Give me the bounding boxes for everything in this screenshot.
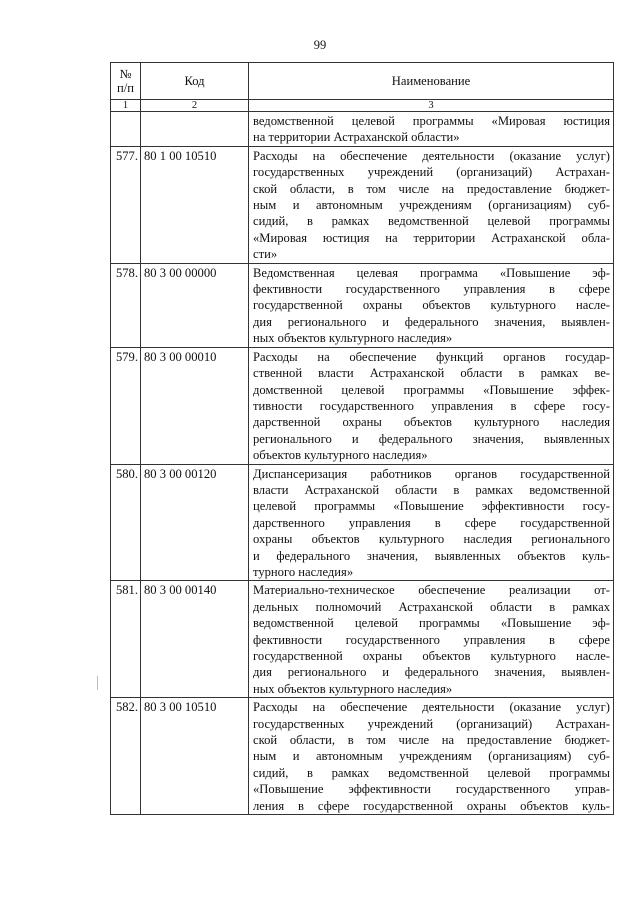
name-text-line: фективности государственного управления в сфере <box>253 632 610 647</box>
row-code <box>141 112 249 147</box>
table-row <box>111 263 614 347</box>
name-text-line: сти» <box>253 247 278 262</box>
row-number: 577. <box>111 146 141 263</box>
name-text-line: государственной охраны объектов культурного насле- <box>253 649 610 663</box>
index-col-3: 3 <box>249 100 614 112</box>
name-text-line: дарственного управления в сфере государственной <box>253 515 610 530</box>
row-number: 579. <box>111 347 141 464</box>
header-code <box>141 63 249 100</box>
header-num <box>111 63 141 100</box>
name-text-line: дия регионального и федерального значения, выявлен- <box>253 665 610 680</box>
name-text-line: фективности государственного управления в сфере <box>253 282 610 297</box>
table-row <box>111 146 614 263</box>
name-text-line: дия регионального и федерального значения, выявлен- <box>253 314 610 329</box>
name-text-line: ведомственной целевой программы «Повышение эф- <box>253 616 610 631</box>
name-text-line: целевой программы «Повышение эффективности госу- <box>253 499 610 514</box>
name-text-line: объектов культурного наследия» <box>253 448 428 463</box>
row-name <box>249 581 614 698</box>
row-name <box>249 263 614 347</box>
row-name <box>249 464 614 581</box>
header-name-label: Наименование <box>391 73 471 88</box>
row-code: 80 3 00 10510 <box>141 698 249 815</box>
name-text-line: Расходы на обеспечение функций органов государ- <box>253 349 610 364</box>
table-row <box>111 581 614 698</box>
name-text-line: и федерального значения, выявленных объектов куль- <box>253 548 610 563</box>
name-text-line: ления в сфере государственной охраны объектов куль- <box>253 798 610 813</box>
name-text-line: «Мировая юстиция на территории Астраханской обла- <box>253 230 610 245</box>
row-number <box>111 112 141 147</box>
row-code: 80 3 00 00120 <box>141 464 249 581</box>
name-text-line: государственных учреждений (организаций) Астрахан- <box>253 716 610 731</box>
name-text-line: ведомственной целевой программы «Мировая юстиция <box>253 114 610 128</box>
table-row <box>111 112 614 147</box>
margin-mark <box>97 676 98 690</box>
table-row <box>111 698 614 815</box>
name-text-line: дарственной охраны объектов культурного наследия <box>253 415 610 430</box>
name-text-line: государственной охраны объектов культурного насле- <box>253 298 610 313</box>
row-code: 80 3 00 00000 <box>141 263 249 347</box>
name-text-line: ным и автономным учреждениям (организациям) суб- <box>253 198 610 213</box>
name-text-line: сидий, в рамках ведомственной целевой программы <box>253 214 610 229</box>
header-name <box>249 63 614 100</box>
name-text-line: Материально-техническое обеспечение реализации от- <box>253 583 610 598</box>
name-text-line: ным и автономным учреждениям (организациям) суб- <box>253 749 610 764</box>
table-header-row <box>111 63 614 100</box>
row-number: 582. <box>111 698 141 815</box>
name-text-line: государственных учреждений (организаций) Астрахан- <box>253 165 610 180</box>
name-text-line: ской области, в том числе на предоставление бюджет- <box>253 181 610 196</box>
row-code: 80 3 00 00010 <box>141 347 249 464</box>
name-text-line: «Повышение эффективности государственного управ- <box>253 782 610 797</box>
budget-classification-table <box>110 62 614 815</box>
name-text-line: Диспансеризация работников органов государственной <box>253 466 610 481</box>
row-code: 80 3 00 00140 <box>141 581 249 698</box>
header-num-label: № п/п <box>117 66 134 95</box>
name-text-line: ственной власти Астраханской области в рамках ве- <box>253 366 610 381</box>
name-text-line: тивности государственного управления в сфере госу- <box>253 398 610 413</box>
name-text-line: Расходы на обеспечение деятельности (оказание услуг) <box>253 148 610 163</box>
row-name <box>249 347 614 464</box>
name-text-line: регионального и федерального значения, выявленных <box>253 431 610 446</box>
page-number: 99 <box>313 38 327 52</box>
name-text-line: Расходы на обеспечение деятельности (оказание услуг) <box>253 700 610 715</box>
row-number: 580. <box>111 464 141 581</box>
name-text-line: ской области, в том числе на предоставление бюджет- <box>253 733 610 748</box>
name-text-line: охраны объектов культурного наследия регионального <box>253 532 610 547</box>
table-index-row <box>111 100 614 112</box>
name-text-line: ных объектов культурного наследия» <box>253 331 453 346</box>
name-text-line: домственной целевой программы «Повышение эффек- <box>253 382 610 397</box>
name-text-line: власти Астраханской области в рамках ведомственной <box>253 482 610 497</box>
index-col-1: 1 <box>111 100 141 112</box>
table-row <box>111 464 614 581</box>
row-name <box>249 112 614 147</box>
row-number: 581. <box>111 581 141 698</box>
index-col-2: 2 <box>141 100 249 112</box>
name-text-line: дельных полномочий Астраханской области в рамках <box>253 599 610 614</box>
header-code-label: Код <box>184 73 205 88</box>
table-body <box>111 112 614 815</box>
row-number: 578. <box>111 263 141 347</box>
name-text-line: турного наследия» <box>253 564 354 579</box>
name-text-line: сидий, в рамках ведомственной целевой программы <box>253 765 610 780</box>
row-code: 80 1 00 10510 <box>141 146 249 263</box>
row-name <box>249 698 614 815</box>
row-name <box>249 146 614 263</box>
name-text-line: Ведомственная целевая программа «Повышение эф- <box>253 265 610 280</box>
name-text-line: на территории Астраханской области» <box>253 130 460 145</box>
name-text-line: ных объектов культурного наследия» <box>253 681 453 696</box>
table-row <box>111 347 614 464</box>
